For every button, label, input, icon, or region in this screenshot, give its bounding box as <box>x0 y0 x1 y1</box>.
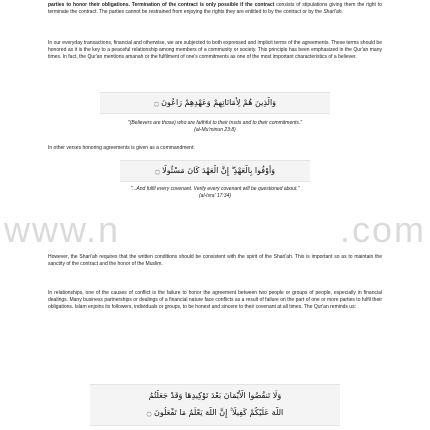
paragraph-contract-termination <box>48 2 382 16</box>
verse-2-translation: "...And fulfil every covenant. Verily every covenant will be questioned about." <box>130 186 300 192</box>
arabic-verse-3-line-2: اللَّهَ عَلَيْكُمْ كَفِيلًا ۚ إِنَّ اللَّهَ يَعْلَمُ مَا تَفْعَلُونَ ۝ <box>146 408 284 417</box>
quran-verse-box-3 <box>90 384 340 426</box>
quran-verse-box-1 <box>100 92 330 114</box>
paragraph-relationships-conflict: In relationships, one of the causes of conflict is the failure to honor the agreement between two people or groups of people, especially in financial dealings. Many business partnerships or dealings of a financial nature face conflicts as a result of failure on the part of one or more parties to fulfil their obligations. Islam enjoins its followers, individuals or groups, to be honest and sincere to their covenant at all times. The Qur'an reminds us: <box>48 290 382 310</box>
quran-verse-box-2 <box>120 160 310 182</box>
paragraph-shariah-consistency: However, the Shari'ah requires that the written conditions should be consistent with the spirit of the Shari'ah. This is important so as to maintain the sanctity of the contract and the honor of the Muslim. <box>48 254 382 267</box>
paragraph-everyday-transactions: In our everyday transactions, financial and otherwise, we are subjected to both expressed and implicit terms of the agreements. These terms should be honored as it is the key to a peaceful relationship among members of a community or society. This principle has been emphasized in the Qur'an many times. In fact, the Qur'an mentions amanah or the fulfilment of one's commitments as one of the most important characteristics of a believer. <box>48 40 382 60</box>
watermark-right: .com <box>339 209 426 250</box>
arabic-verse-3-line-1: وَلَا تَنقُضُوا الْأَيْمَانَ بَعْدَ تَوْكِيدِهَا وَقَدْ جَعَلْتُمُ <box>148 391 282 400</box>
paragraph-lead-bold: parties to honor their obligations. Termination of the contract is only possible if the contract <box>48 2 275 8</box>
paragraph-text: consists of stipulations giving them the right to terminate the contract. The parties cannot be restrained from enjoying the rights they are entitled to by the contract or by the <box>48 2 383 15</box>
watermark-left: www.n <box>4 209 121 250</box>
arabic-verse-2: وَأَوْفُوا بِالْعَهْدِ ۖ إِنَّ الْعَهْدَ كَانَ مَسْئُولًا ۝ <box>154 166 276 175</box>
watermark <box>0 210 430 250</box>
arabic-verse-1: وَالَّذِينَ هُمْ لِأَمَانَاتِهِمْ وَعَهْدِهِمْ رَاعُونَ ۝ <box>153 98 277 107</box>
paragraph-italic-term: Shari'ah. <box>323 9 343 15</box>
verse-1-translation: "(Believers are those) who are faithful to their trusts and to their commitments." <box>127 120 303 126</box>
verse-1-reference: (al-Mu'minun 23:8) <box>194 127 236 133</box>
verse-2-reference: (al-Isra' 17:34) <box>198 193 232 199</box>
paragraph-commandment-intro: In other verses honoring agreements is given as a commandment: <box>48 145 195 151</box>
